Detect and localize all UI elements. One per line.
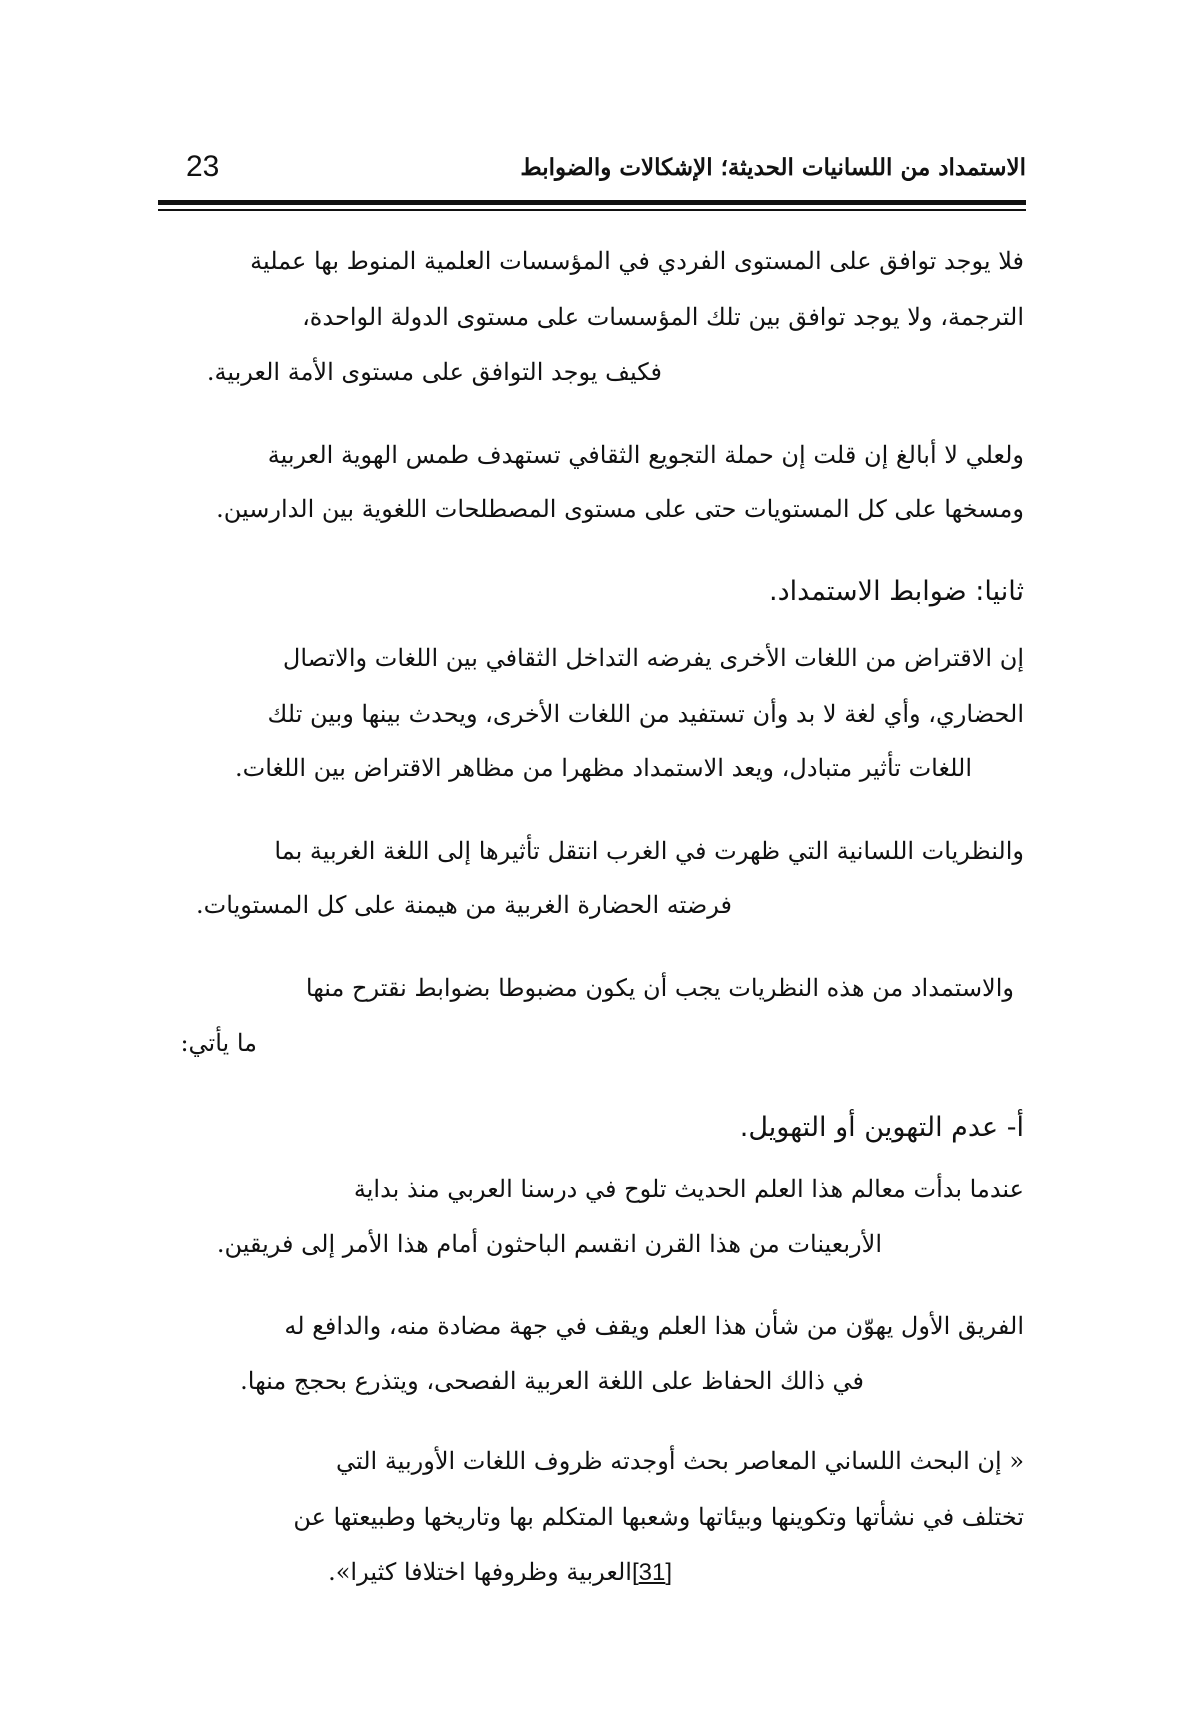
quote-line: تختلف في نشأتها وتكوينها وبيئاتها وشعبها المتكلم بها وتاريخها وطبيعتها عن [293,1503,1024,1531]
paragraph-line: والاستمداد من هذه النظريات يجب أن يكون مضبوطا بضوابط نقترح منها [305,974,1014,1002]
page-number: 23 [186,150,220,183]
paragraph-line: إن الاقتراض من اللغات الأخرى يفرضه التداخل الثقافي بين اللغات والاتصال [282,644,1024,672]
paragraph-line: الترجمة، ولا يوجد توافق بين تلك المؤسسات على مستوى الدولة الواحدة، [302,303,1024,331]
paragraph-line: فرضته الحضارة الغربية من هيمنة على كل المستويات. [196,891,732,919]
paragraph-line: ومسخها على كل المستويات حتى على مستوى المصطلحات اللغوية بين الدارسين. [216,495,1024,523]
paragraph-line: في ذالك الحفاظ على اللغة العربية الفصحى، ويتذرع بحجج منها. [240,1367,864,1395]
paragraph-line: عندما بدأت معالم هذا العلم الحديث تلوح في درسنا العربي منذ بداية [353,1175,1024,1203]
paragraph-line: فكيف يوجد التوافق على مستوى الأمة العربية. [206,358,662,386]
header-rule-thick [158,200,1026,205]
running-title: الاستمداد من اللسانيات الحديثة؛ الإشكالات والضوابط [520,154,1026,181]
paragraph-line: ولعلي لا أبالغ إن قلت إن حملة التجويع الثقافي تستهدف طمس الهوية العربية [267,441,1024,469]
paragraph-line: ما يأتي: [180,1029,257,1057]
quote-line [328,1557,672,1588]
paragraph-line: الأربعينات من هذا القرن انقسم الباحثون أمام هذا الأمر إلى فريقين. [216,1230,882,1258]
quote-line: « إن البحث اللساني المعاصر بحث أوجدته ظروف اللغات الأوربية التي [336,1447,1024,1475]
paragraph-line: اللغات تأثير متبادل، ويعد الاستمداد مظهرا من مظاهر الاقتراض بين اللغات. [235,754,972,782]
subsection-heading: أ- عدم التهوين أو التهويل. [739,1112,1024,1143]
header-rule-thin [158,209,1026,211]
paragraph-line: فلا يوجد توافق على المستوى الفردي في المؤسسات العلمية المنوط بها عملية [250,247,1024,275]
section-heading: ثانيا: ضوابط الاستمداد. [769,576,1024,607]
footnote-reference[interactable]: [31] [631,1559,672,1586]
quote-text: العربية وظروفها اختلافا كثيرا». [328,1558,632,1586]
page-header [158,150,1026,190]
paragraph-line: الحضاري، وأي لغة لا بد وأن تستفيد من اللغات الأخرى، ويحدث بينها وبين تلك [267,700,1024,728]
paragraph-line: الفريق الأول يهوّن من شأن هذا العلم ويقف في جهة مضادة منه، والدافع له [284,1312,1024,1340]
paragraph-line: والنظريات اللسانية التي ظهرت في الغرب انتقل تأثيرها إلى اللغة الغربية بما [274,837,1024,865]
